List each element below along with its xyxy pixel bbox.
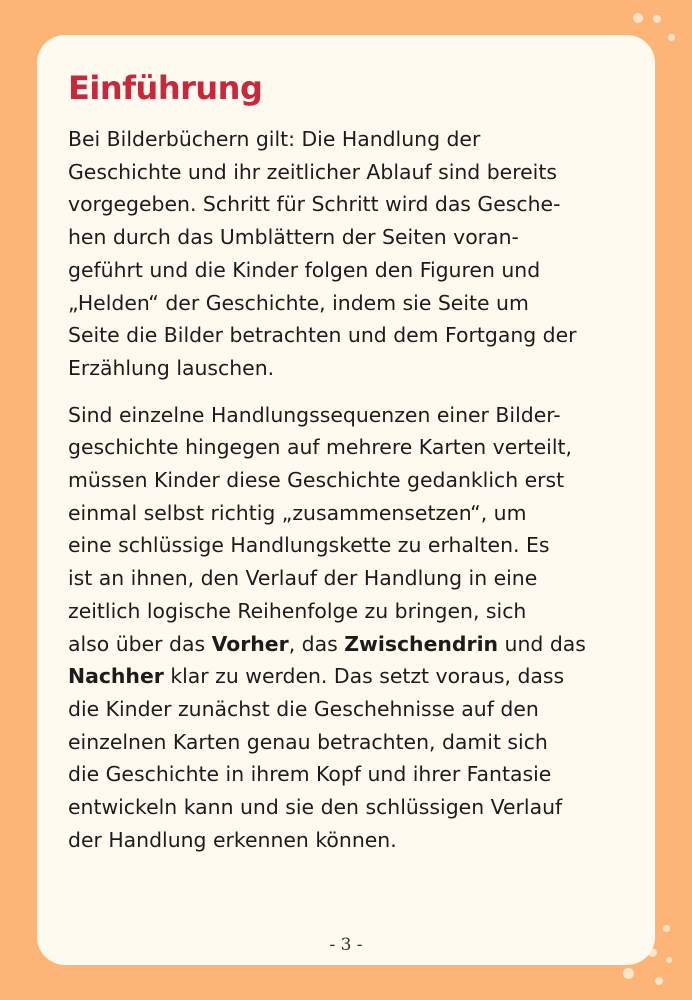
decorative-dot <box>653 15 661 23</box>
bold-term-vorher: Vorher <box>211 631 289 656</box>
text-line: Bei Bilderbüchern gilt: Die Handlung der <box>68 127 481 151</box>
bold-term-zwischendrin: Zwischendrin <box>344 631 499 656</box>
text-line: Geschichte und ihr zeitlicher Ablauf sind bereits <box>68 159 557 184</box>
body-text <box>68 123 624 856</box>
decorative-dot <box>623 968 634 979</box>
text-line: hen durch das Umblättern der Seiten voran- <box>68 225 519 250</box>
decorative-dot <box>666 957 672 963</box>
text-segment: klar zu werden. Das setzt voraus, dass <box>163 664 565 689</box>
text-line: Erzählung lauschen. <box>68 355 275 380</box>
text-line: ist an ihnen, den Verlauf der Handlung in eine <box>68 566 538 591</box>
text-segment: also über das <box>68 631 212 656</box>
text-line: vorgegeben. Schritt für Schritt wird das Gesche- <box>68 192 561 217</box>
paragraph-2 <box>68 399 624 857</box>
decorative-dot <box>633 13 643 23</box>
text-line: der Handlung erkennen können. <box>68 827 397 852</box>
bold-term-nachher: Nachher <box>68 664 164 689</box>
paragraph-1 <box>68 123 624 385</box>
text-line <box>68 660 624 693</box>
text-line: geschichte hingegen auf mehrere Karten verteilt, <box>68 435 572 460</box>
decorative-dot <box>655 977 663 985</box>
text-line: „Helden“ der Geschichte, indem sie Seite um <box>68 290 529 315</box>
text-line: entwickeln kann und sie den schlüssigen Verlauf <box>68 795 563 820</box>
text-line: einzelnen Karten genau betrachten, damit sich <box>68 729 548 754</box>
page-number: - 3 - <box>329 935 363 955</box>
text-line: Seite die Bilder betrachten und dem Fortgang der <box>68 323 577 348</box>
text-line: eine schlüssige Handlungskette zu erhalten. Es <box>68 533 550 558</box>
decorative-dot <box>663 925 670 932</box>
text-line: einmal selbst richtig „zusammensetzen“, um <box>68 500 527 525</box>
text-line: die Geschichte in ihrem Kopf und ihrer Fantasie <box>68 762 552 787</box>
text-line: müssen Kinder diese Geschichte gedanklich erst <box>68 468 565 493</box>
text-segment: , das <box>288 631 345 656</box>
content-card <box>37 35 655 965</box>
text-line: geführt und die Kinder folgen den Figuren und <box>68 257 541 282</box>
decorative-dot <box>668 34 675 41</box>
text-line: Sind einzelne Handlungssequenzen einer Bilder- <box>68 402 561 427</box>
text-segment: und das <box>498 631 586 656</box>
text-line: zeitlich logische Reihenfolge zu bringen, sich <box>68 598 527 623</box>
page-heading: Einführung <box>68 69 263 107</box>
text-line: die Kinder zunächst die Geschehnisse auf den <box>68 696 539 721</box>
text-line <box>68 628 624 661</box>
